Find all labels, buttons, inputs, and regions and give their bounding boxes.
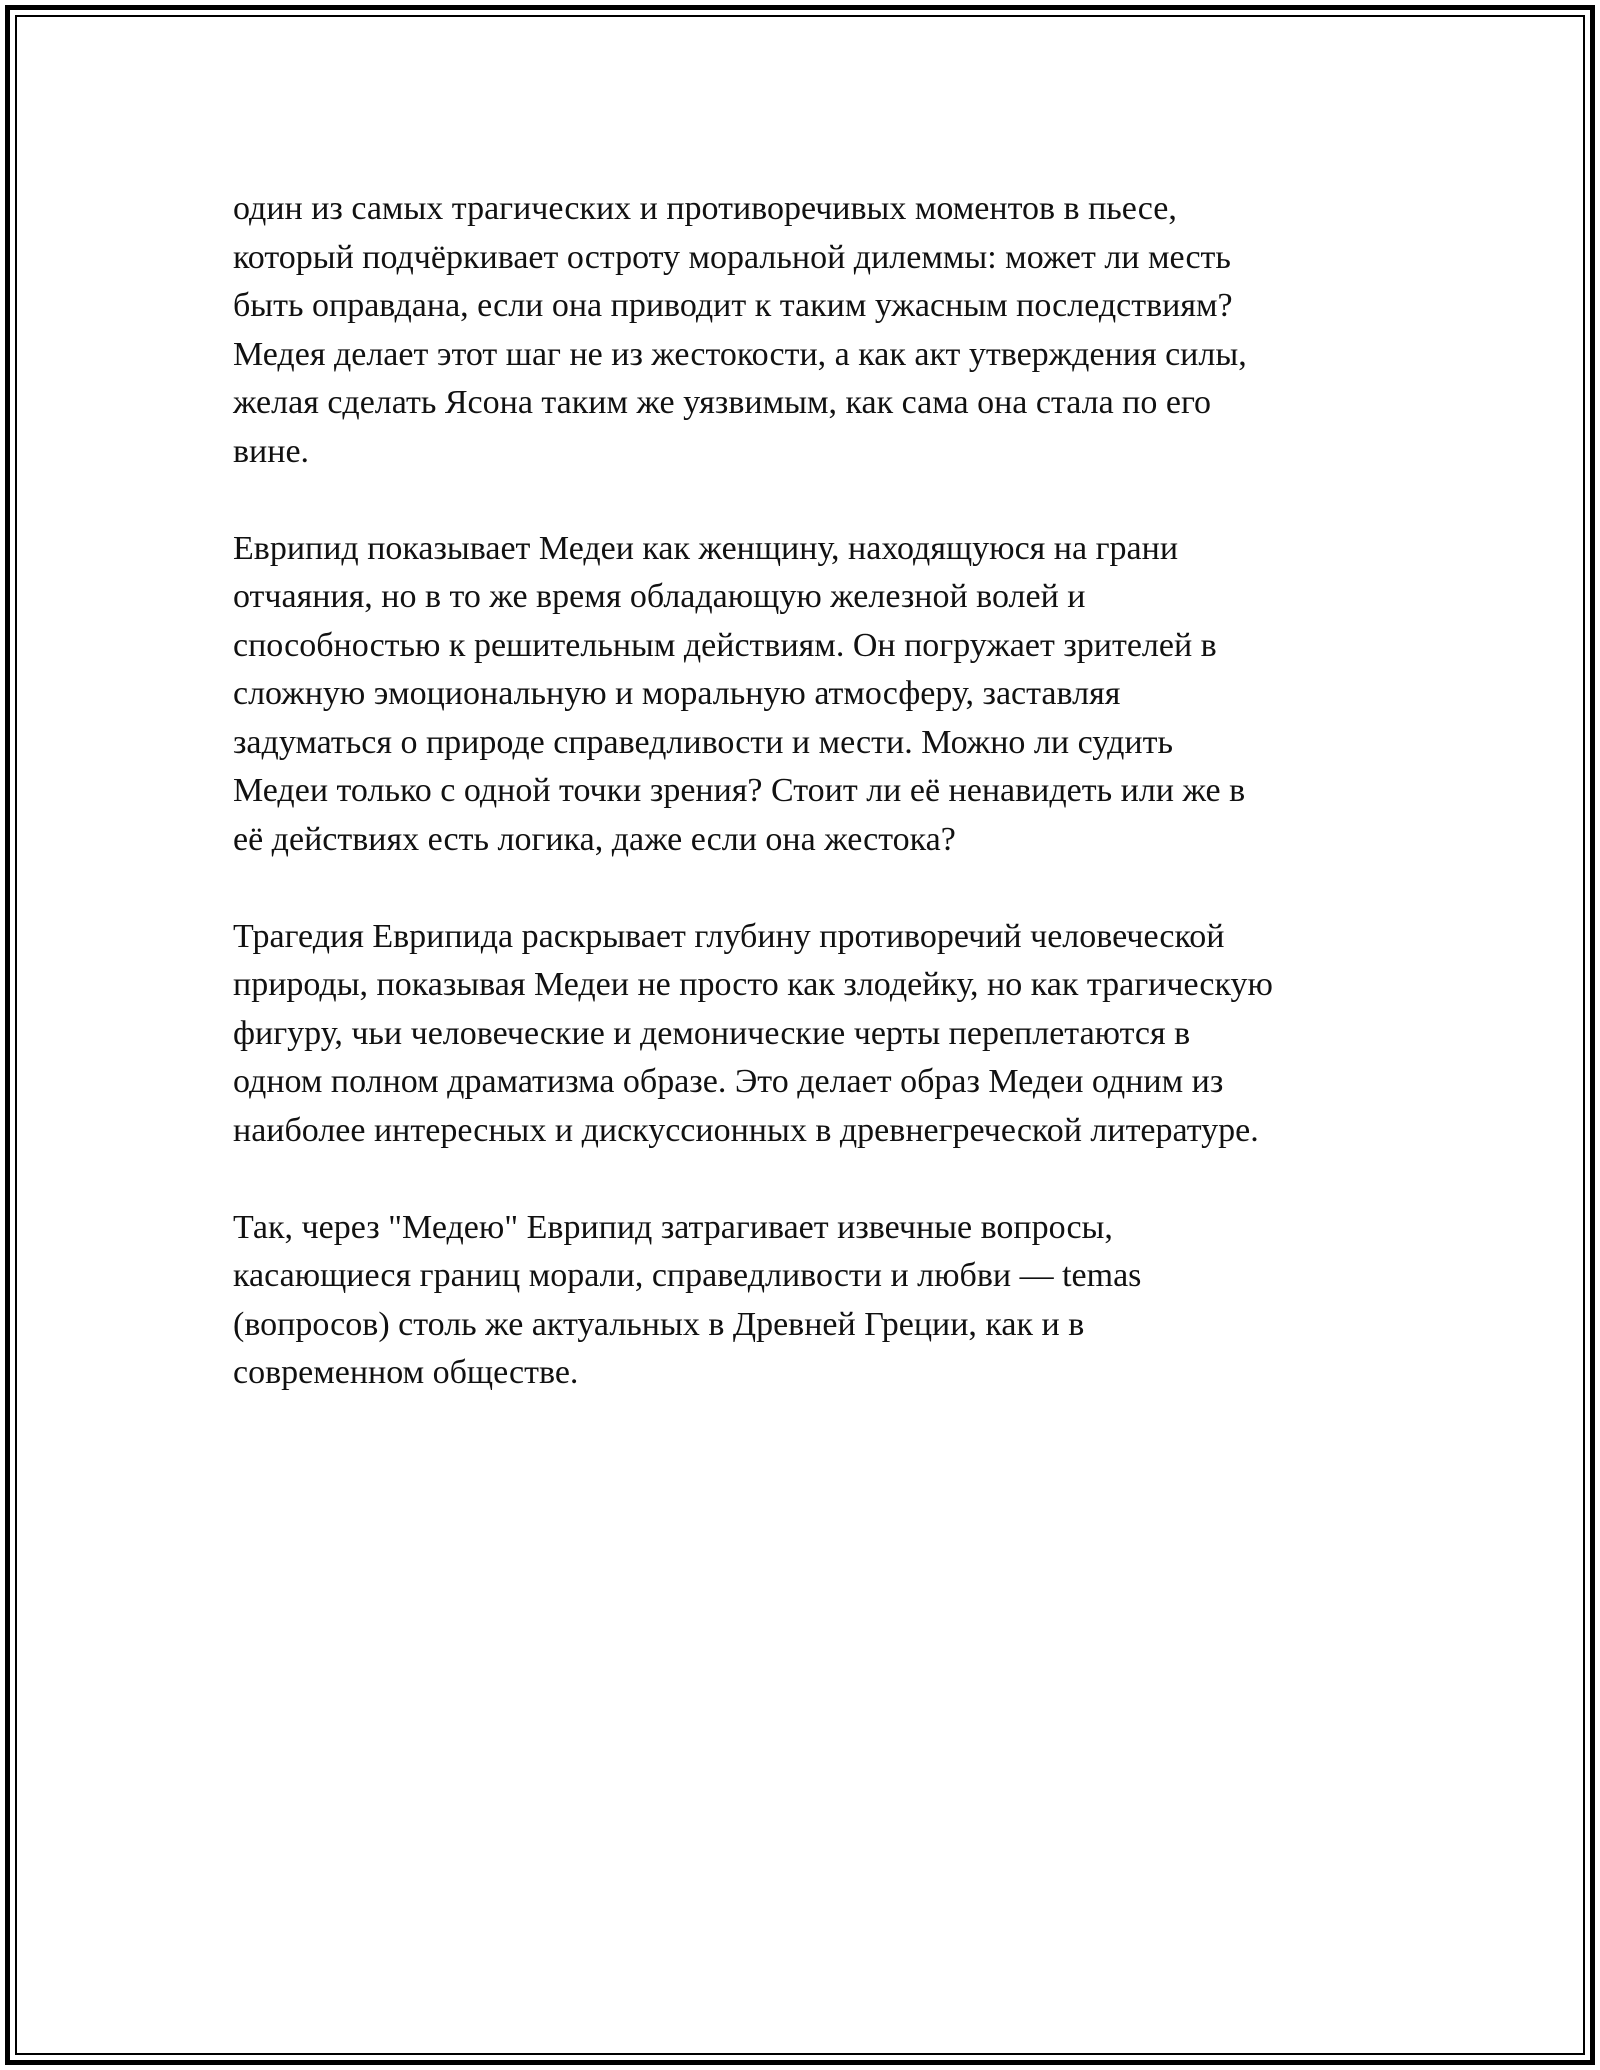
paragraph-1: один из самых трагических и противоречивых моментов в пьесе, который подчёркивает остроту моральной дилеммы: может ли месть быть оправдана, если она приводит к таким ужасным последствиям? Медея делает этот шаг не из жестокости, а как акт утверждения силы, желая сделать Ясона таким же уязвимым, как сама она стала по его вине. [233,190,1247,470]
paragraph-4: Так, через "Медею" Еврипид затрагивает извечные вопросы, касающиеся границ морали, справедливости и любви — temas (вопросов) столь же актуальных в Древней Греции, как и в современном обществе. [233,1208,1142,1391]
document-body [233,185,1383,1446]
paragraph-3: Трагедия Еврипида раскрывает глубину противоречий человеческой природы, показывая Медеи не просто как злодейку, но как трагическую фигуру, чьи человеческие и демонические черты переплетаются в одном полном драматизма образе. Это делает образ Медеи одним из наиболее интересных и дискуссионных в древнегреческой литературе. [233,917,1273,1149]
paragraph-2: Еврипид показывает Медеи как женщину, находящуюся на грани отчаяния, но в то же время обладающую железной волей и способностью к решительным действиям. Он погружает зрителей в сложную эмоциональную и моральную атмосферу, заставляя задуматься о природе справедливости и мести. Можно ли судить Медеи только с одной точки зрения? Стоит ли её ненавидеть или же в её действиях есть логика, даже если она жестока? [233,529,1246,858]
